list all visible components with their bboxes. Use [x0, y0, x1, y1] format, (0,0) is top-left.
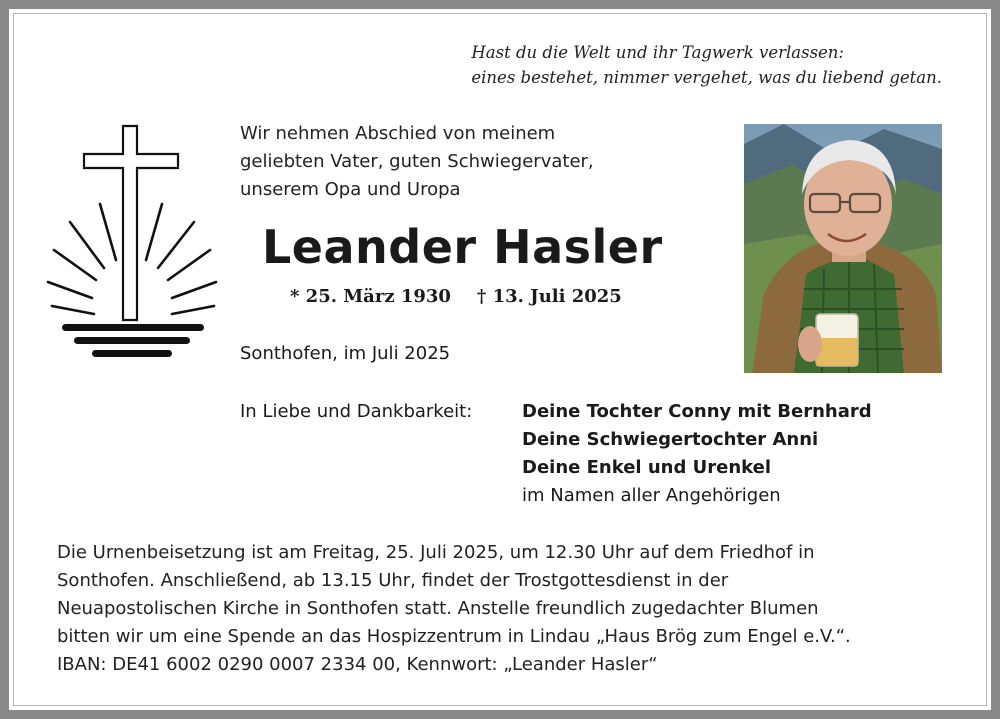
funeral-notice [57, 539, 851, 679]
portrait-photo [744, 124, 942, 373]
place-and-date: Sonthofen, im Juli 2025 [240, 343, 451, 364]
motto-quote [471, 40, 942, 90]
mourners-list [522, 398, 872, 510]
intro-text [240, 120, 594, 204]
motto-line: Hast du die Welt und ihr Tagwerk verlassen: [471, 43, 844, 62]
mourner-line: im Namen aller Angehörigen [522, 485, 781, 506]
mourner-line: Deine Tochter Conny mit Bernhard [522, 401, 872, 422]
intro-line: Wir nehmen Abschied von meinem [240, 123, 556, 144]
cross-with-rising-sun-icon [44, 122, 222, 364]
intro-line: unserem Opa und Uropa [240, 179, 461, 200]
birth-date: * 25. März 1930 [290, 286, 451, 307]
deceased-name: Leander Hasler [262, 220, 663, 274]
notice-line: Sonthofen. Anschließend, ab 13.15 Uhr, findet der Trostgottesdienst in der [57, 570, 729, 591]
notice-line: Neuapostolischen Kirche in Sonthofen statt. Anstelle freundlich zugedachter Blumen [57, 598, 819, 619]
motto-line: eines bestehet, nimmer vergehet, was du liebend getan. [471, 68, 942, 87]
mourner-line: Deine Schwiegertochter Anni [522, 429, 819, 450]
mourner-line: Deine Enkel und Urenkel [522, 457, 772, 478]
life-dates [290, 286, 648, 307]
death-date: † 13. Juli 2025 [476, 286, 622, 307]
notice-line: bitten wir um eine Spende an das Hospizzentrum in Lindau „Haus Brög zum Engel e.V.“. [57, 626, 851, 647]
intro-line: geliebten Vater, guten Schwiegervater, [240, 151, 594, 172]
notice-line: IBAN: DE41 6002 0290 0007 2334 00, Kennwort: „Leander Hasler“ [57, 654, 658, 675]
mourners-label: In Liebe und Dankbarkeit: [240, 401, 473, 422]
notice-line: Die Urnenbeisetzung ist am Freitag, 25. Juli 2025, um 12.30 Uhr auf dem Friedhof in [57, 542, 815, 563]
